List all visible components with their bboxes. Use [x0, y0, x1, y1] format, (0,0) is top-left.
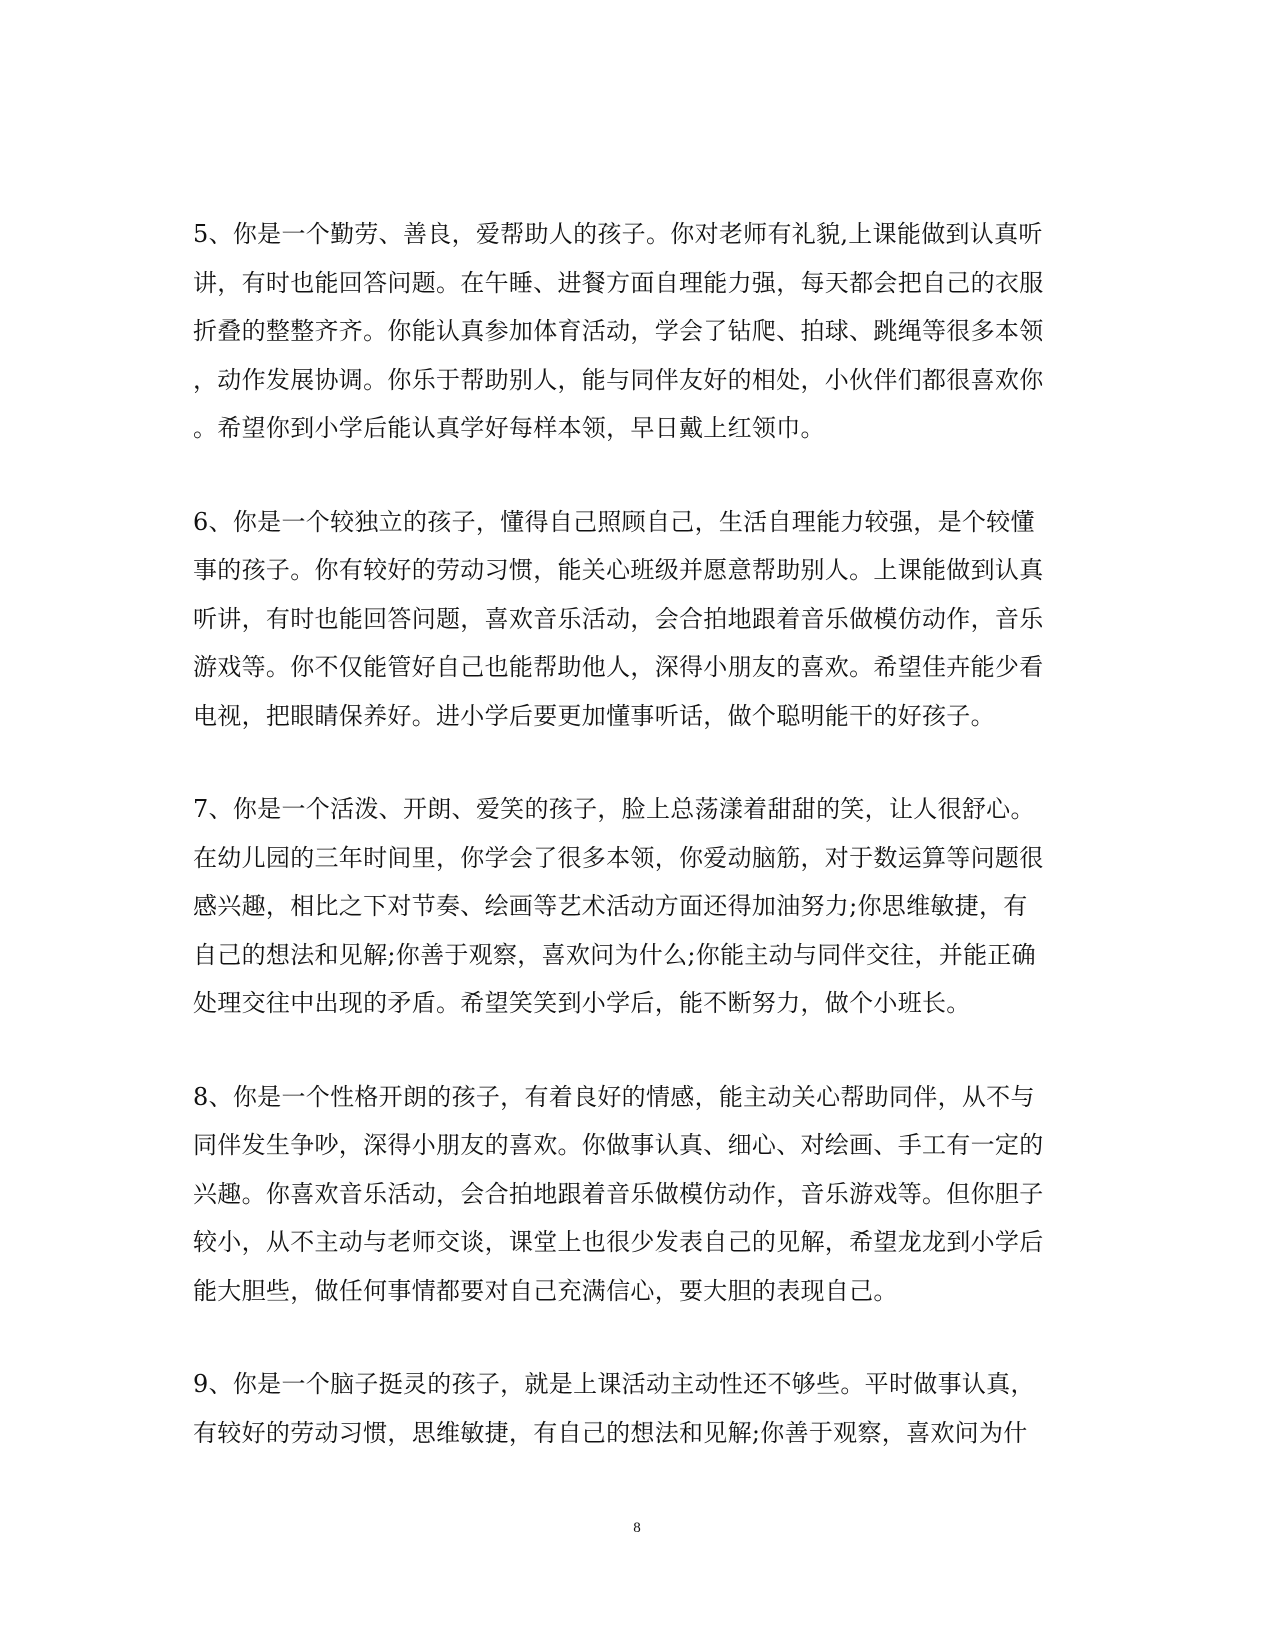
paragraph-5 [193, 210, 1073, 453]
paragraph-8 [193, 1073, 1073, 1316]
text-line: 5、你是一个勤劳、善良，爱帮助人的孩子。你对老师有礼貌,上课能做到认真听 [193, 220, 1043, 248]
paragraph-9 [193, 1360, 1073, 1457]
document-body [193, 210, 1073, 1502]
text-line: 有较好的劳动习惯，思维敏捷，有自己的想法和见解;你善于观察，喜欢问为什 [193, 1418, 1028, 1447]
text-line: 兴趣。你喜欢音乐活动，会合拍地跟着音乐做模仿动作，音乐游戏等。但你胆子 [193, 1179, 1044, 1208]
text-line: 7、你是一个活泼、开朗、爱笑的孩子，脸上总荡漾着甜甜的笑，让人很舒心。 [193, 795, 1035, 823]
text-line: 自己的想法和见解;你善于观察，喜欢问为什么;你能主动与同伴交往，并能正确 [193, 940, 1036, 969]
text-line: 6、你是一个较独立的孩子，懂得自己照顾自己，生活自理能力较强，是个较懂 [193, 507, 1035, 536]
text-line: 折叠的整整齐齐。你能认真参加体育活动，学会了钻爬、拍球、跳绳等很多本领 [193, 317, 1044, 345]
text-line: 事的孩子。你有较好的劳动习惯，能关心班级并愿意帮助别人。上课能做到认真 [193, 556, 1044, 584]
text-line: 听讲，有时也能回答问题，喜欢音乐活动，会合拍地跟着音乐做模仿动作，音乐 [193, 604, 1044, 633]
text-line: 处理交往中出现的矛盾。希望笑笑到小学后，能不断努力，做个小班长。 [193, 989, 971, 1017]
page-number: 8 [633, 1520, 641, 1536]
text-line: 较小，从不主动与老师交谈，课堂上也很少发表自己的见解，希望龙龙到小学后 [193, 1228, 1044, 1256]
text-line: 。希望你到小学后能认真学好每样本领，早日戴上红领巾。 [193, 414, 825, 442]
text-line: 8、你是一个性格开朗的孩子，有着良好的情感，能主动关心帮助同伴，从不与 [193, 1082, 1035, 1111]
text-line: 电视，把眼睛保养好。进小学后要更加懂事听话，做个聪明能干的好孩子。 [193, 701, 995, 730]
paragraph-6 [193, 498, 1073, 741]
text-line: ，动作发展协调。你乐于帮助别人，能与同伴友好的相处，小伙伴们都很喜欢你 [193, 365, 1044, 394]
text-line: 感兴趣，相比之下对节奏、绘画等艺术活动方面还得加油努力;你思维敏捷，有 [193, 892, 1028, 920]
text-line: 同伴发生争吵，深得小朋友的喜欢。你做事认真、细心、对绘画、手工有一定的 [193, 1131, 1044, 1159]
text-line: 讲，有时也能回答问题。在午睡、进餐方面自理能力强，每天都会把自己的衣服 [193, 268, 1044, 297]
paragraph-7 [193, 785, 1073, 1028]
text-line: 能大胆些，做任何事情都要对自己充满信心，要大胆的表现自己。 [193, 1276, 898, 1305]
text-line: 9、你是一个脑子挺灵的孩子，就是上课活动主动性还不够些。平时做事认真， [193, 1370, 1035, 1398]
text-line: 在幼儿园的三年时间里，你学会了很多本领，你爱动脑筋，对于数运算等问题很 [193, 843, 1044, 872]
text-line: 游戏等。你不仅能管好自己也能帮助他人，深得小朋友的喜欢。希望佳卉能少看 [193, 653, 1044, 681]
